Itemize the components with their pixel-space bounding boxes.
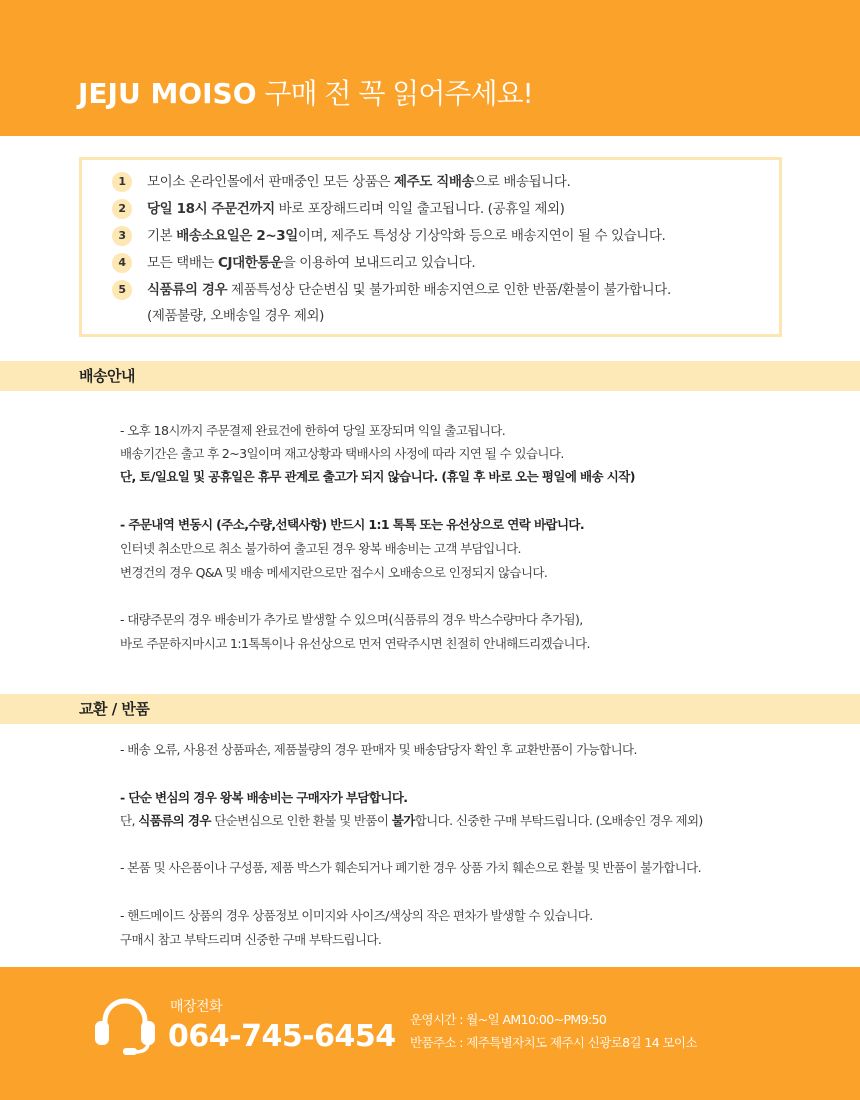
shipping-line: 변경건의 경우 Q&A 및 배송 메세지란으로만 접수시 오배송으로 인정되지 않습니다. — [120, 565, 548, 580]
notice-text: 제품특성상 단순변심 및 불가피한 배송지연으로 인한 반품/환불이 불가합니다. — [227, 282, 671, 298]
notice-box — [79, 157, 782, 337]
exchange-emphasis: 식품류의 경우 — [138, 813, 211, 828]
section-title: 교환 / 반품 — [79, 700, 150, 718]
notice-text: 을 이용하여 보내드리고 있습니다. — [282, 255, 476, 271]
exchange-line-emphasis: - 단순 변심의 경우 왕복 배송비는 구매자가 부담합니다. — [120, 790, 408, 805]
shipping-line: 바로 주문하지마시고 1:1톡톡이나 유선상으로 먼저 연락주시면 친절히 안내해드리겠습니다. — [120, 636, 590, 651]
notice-emphasis: CJ대한통운 — [218, 255, 283, 271]
notice-number-badge: 4 — [112, 253, 132, 273]
notice-emphasis: 제주도 직배송 — [394, 174, 475, 190]
exchange-line: - 핸드메이드 상품의 경우 상품정보 이미지와 사이즈/색상의 작은 편차가 발생할 수 있습니다. — [120, 908, 593, 923]
headset-icon — [93, 997, 157, 1055]
shipping-line-emphasis: 단, 토/일요일 및 공휴일은 휴무 관계로 출고가 되지 않습니다. (휴일 후 바로 오는 평일에 배송 시작) — [120, 469, 635, 484]
header-bar — [0, 0, 860, 136]
notice-number-badge: 5 — [112, 280, 132, 300]
shipping-line: 배송기간은 출고 후 2~3일이며 재고상황과 택배사의 사정에 따라 지연 될 수 있습니다. — [120, 446, 564, 461]
shipping-line-emphasis: - 주문내역 변동시 (주소,수량,선택사항) 반드시 1:1 톡톡 또는 유선상으로 연락 바랍니다. — [120, 517, 585, 532]
business-hours: 운영시간 : 월~일 AM10:00~PM9:50 — [410, 1012, 607, 1027]
phone-number: 064-745-6454 — [168, 1019, 396, 1054]
page-title-text: 구매 전 꼭 읽어주세요! — [256, 77, 533, 110]
exchange-line: - 본품 및 사은품이나 구성품, 제품 박스가 훼손되거나 폐기한 경우 상품 가치 훼손으로 환불 및 반품이 불가합니다. — [120, 860, 702, 875]
notice-text: 모이소 온라인몰에서 판매중인 모든 상품은 — [147, 174, 394, 190]
section-title: 배송안내 — [79, 367, 135, 385]
shipping-line: - 오후 18시까지 주문결제 완료건에 한하여 당일 포장되며 익일 출고됩니다. — [120, 423, 506, 438]
notice-text: 바로 포장해드리며 익일 출고됩니다. (공휴일 제외) — [274, 201, 565, 217]
exchange-section-header — [0, 694, 860, 724]
shipping-line: - 대량주문의 경우 배송비가 추가로 발생할 수 있으며(식품류의 경우 박스수량마다 추가됨), — [120, 612, 583, 627]
notice-number-badge: 3 — [112, 226, 132, 246]
page-title — [78, 76, 533, 112]
notice-text: 이며, 제주도 특성상 기상악화 등으로 배송지연이 될 수 있습니다. — [297, 228, 666, 244]
exchange-text: 단, — [120, 813, 139, 828]
notice-subnote: (제품불량, 오배송일 경우 제외) — [147, 308, 324, 324]
shipping-section-header — [0, 361, 860, 391]
brand-name: JEJU MOISO — [78, 77, 257, 110]
notice-emphasis: 배송소요일은 2~3일 — [176, 228, 298, 244]
notice-number-badge: 1 — [112, 172, 132, 192]
exchange-text: 단순변심으로 인한 환불 및 반품이 — [210, 813, 392, 828]
exchange-line: 구매시 참고 부탁드리며 신중한 구매 부탁드립니다. — [120, 932, 382, 947]
notice-number-badge: 2 — [112, 199, 132, 219]
phone-caption: 매장전화 — [170, 999, 223, 1015]
notice-text: 으로 배송됩니다. — [474, 174, 571, 190]
return-address: 반품주소 : 제주특별자치도 제주시 신광로8길 14 모이소 — [410, 1035, 697, 1050]
notice-emphasis: 식품류의 경우 — [147, 282, 228, 298]
notice-text: 모든 택배는 — [147, 255, 218, 271]
notice-text: 기본 — [147, 228, 177, 244]
shipping-line: 인터넷 취소만으로 취소 불가하여 출고된 경우 왕복 배송비는 고객 부담입니다. — [120, 541, 521, 556]
exchange-line — [120, 811, 703, 831]
exchange-text: 합니다. 신중한 구매 부탁드립니다. (오배송인 경우 제외) — [414, 813, 703, 828]
exchange-emphasis: 불가 — [391, 813, 415, 828]
exchange-line: - 배송 오류, 사용전 상품파손, 제품불량의 경우 판매자 및 배송담당자 확인 후 교환반품이 가능합니다. — [120, 742, 637, 757]
notice-emphasis: 당일 18시 주문건까지 — [147, 201, 275, 217]
